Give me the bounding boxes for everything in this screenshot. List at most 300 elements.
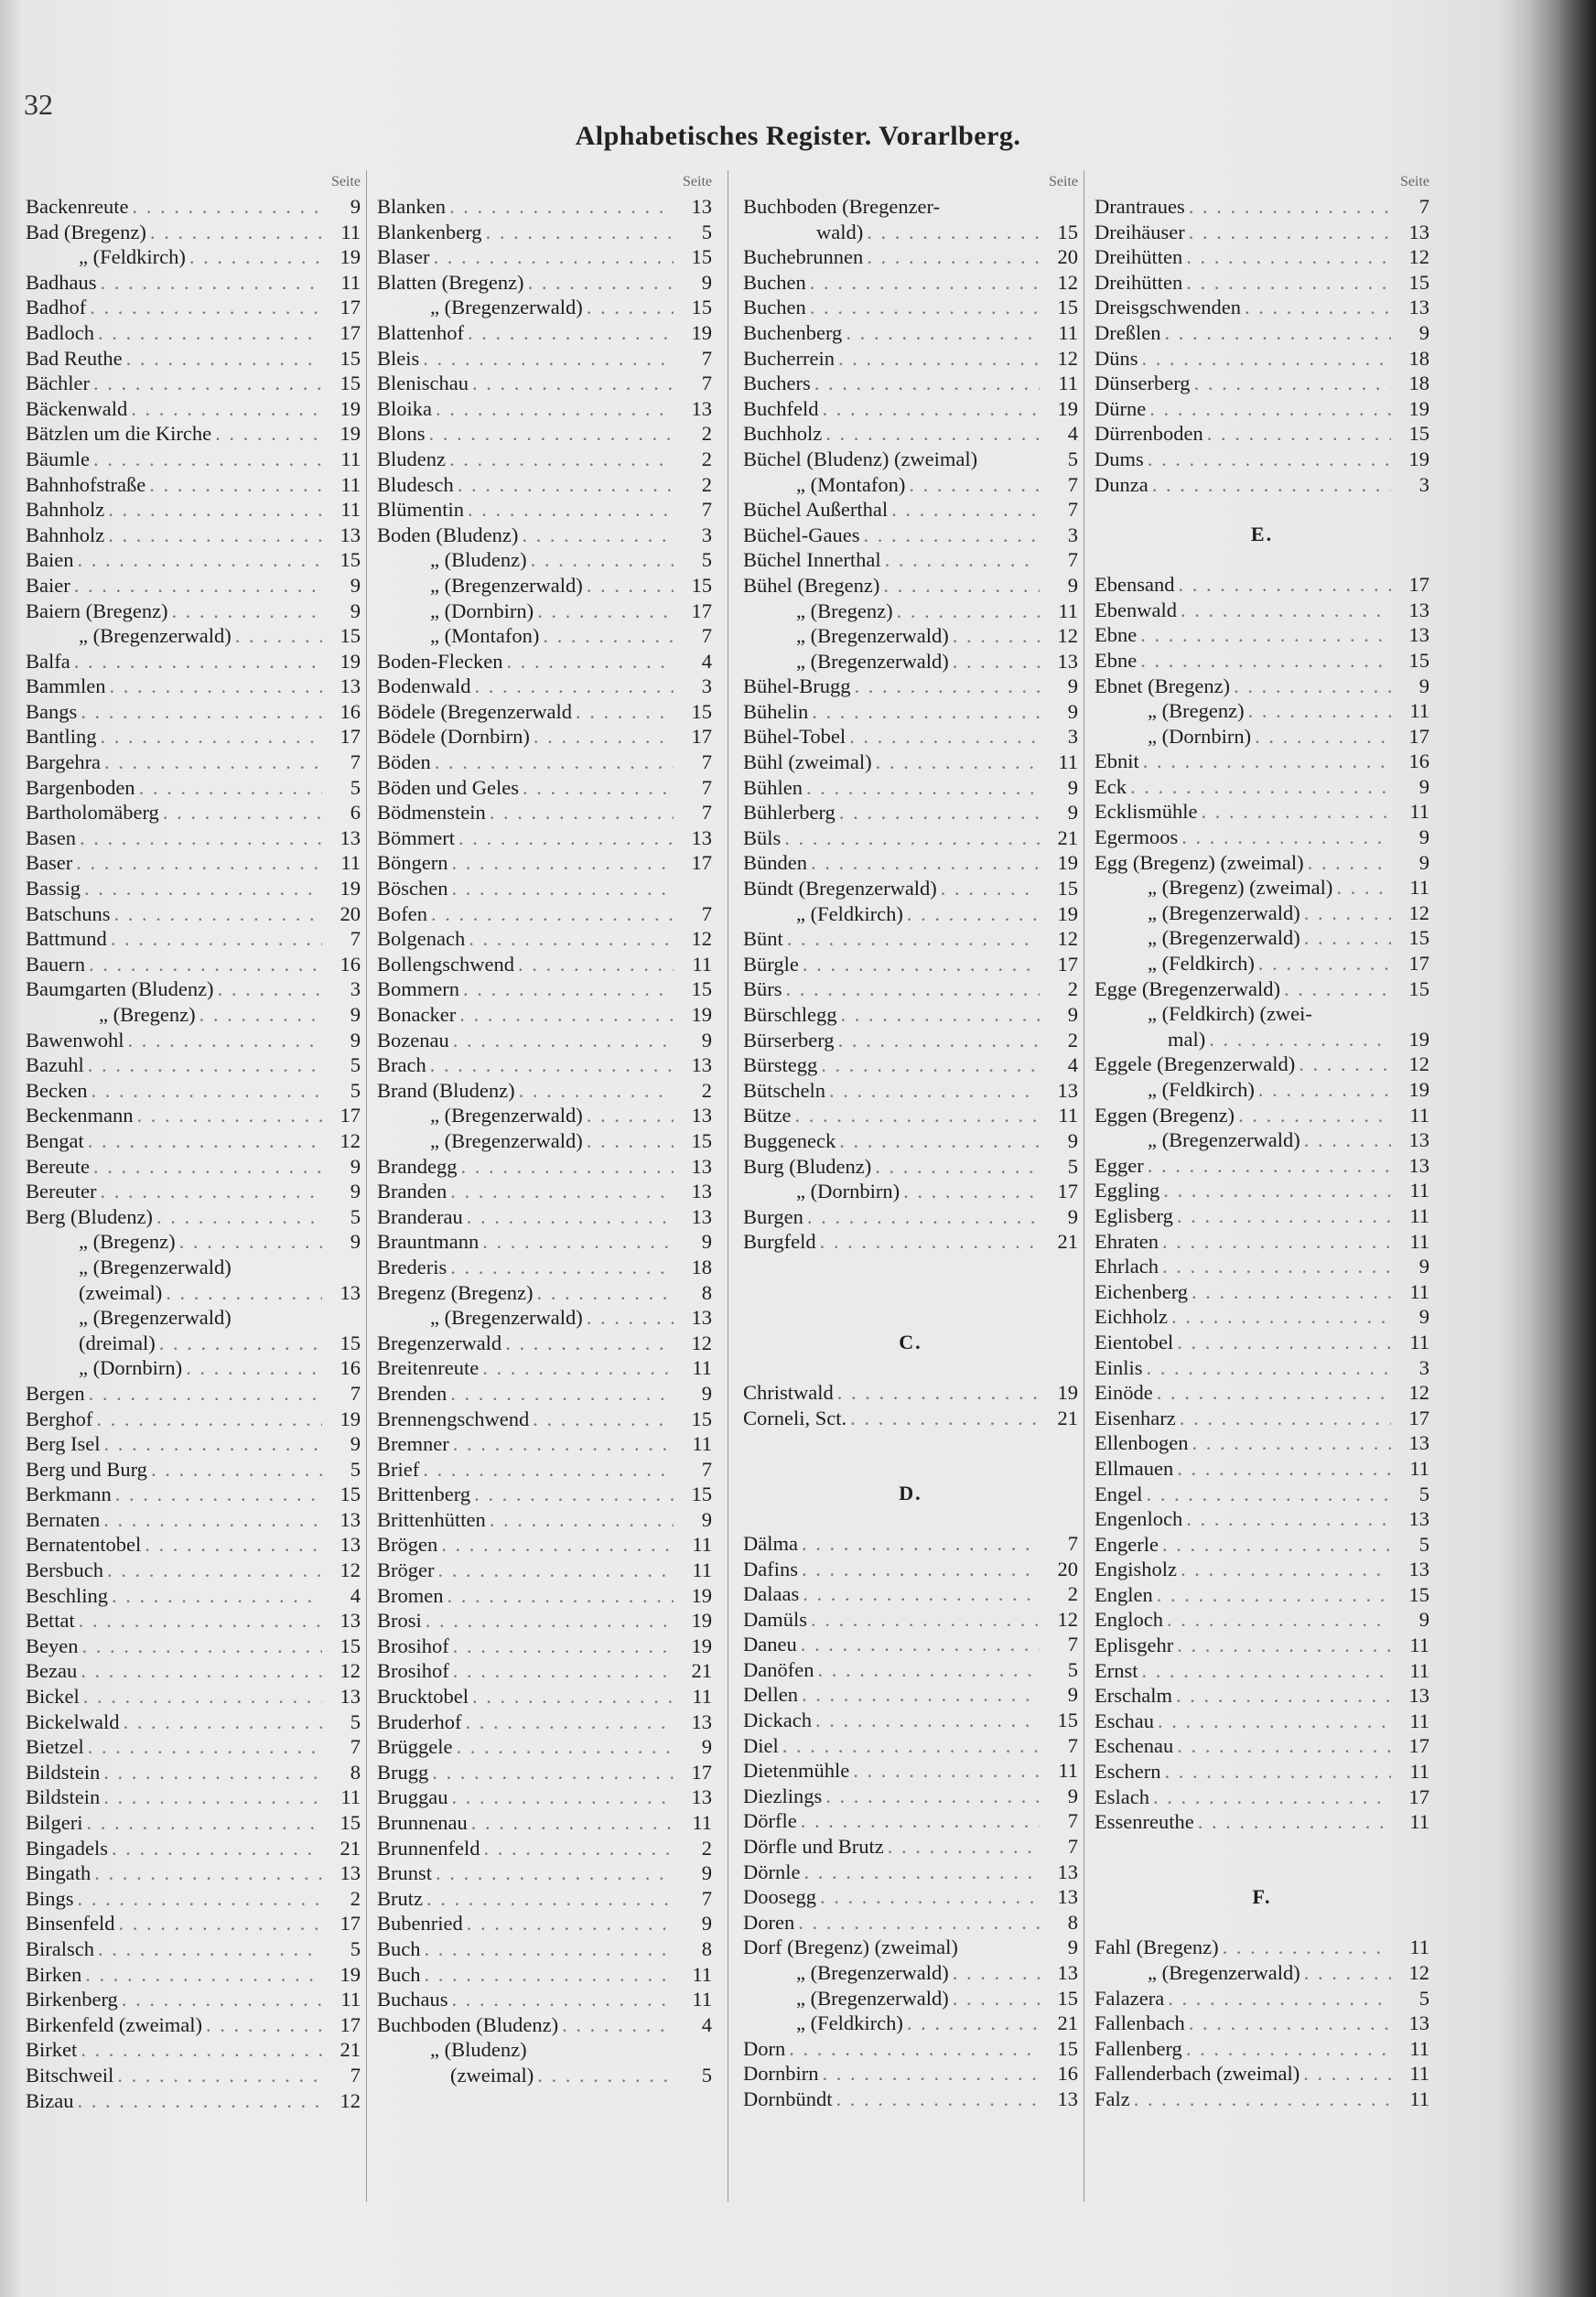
index-entry <box>26 2063 361 2088</box>
entry-page: 4 <box>1067 1053 1078 1077</box>
index-entry <box>1095 1960 1429 1986</box>
dot-leader <box>583 1128 674 1154</box>
index-entry <box>377 1154 712 1180</box>
entry-page: 7 <box>701 801 712 825</box>
index-entry <box>377 699 712 725</box>
index-entry <box>1095 194 1429 220</box>
dot-leader <box>449 1431 674 1457</box>
dot-leader <box>419 346 674 372</box>
dot-leader <box>1142 1482 1391 1507</box>
index-entry <box>377 244 712 270</box>
index-entry <box>1095 447 1429 472</box>
entry-page: 15 <box>691 1483 712 1506</box>
dot-leader <box>1182 1506 1391 1532</box>
entry-name: Bartholomäberg <box>26 801 159 825</box>
entry-name: Bazuhl <box>26 1053 84 1077</box>
entry-name: Buchenberg <box>743 320 843 344</box>
entry-page: 8 <box>1067 1910 1078 1934</box>
dot-leader <box>803 775 1040 801</box>
entry-page: 21 <box>691 1659 712 1683</box>
entry-name: Bezau <box>26 1659 78 1683</box>
dot-leader <box>1191 371 1391 396</box>
index-entry <box>1095 1482 1429 1507</box>
index-entry <box>743 1910 1078 1936</box>
index-entry <box>1095 1304 1429 1330</box>
entry-page: 19 <box>340 1407 361 1430</box>
index-entry <box>26 623 361 649</box>
index-entry <box>377 1355 712 1381</box>
entry-page: 13 <box>691 1306 712 1330</box>
entry-page: 9 <box>701 1381 712 1405</box>
entry-page: 15 <box>340 1634 361 1657</box>
index-entry <box>26 749 361 775</box>
entry-page: 9 <box>1067 1936 1078 1959</box>
entry-name: Buchfeld <box>743 396 819 420</box>
entry-page: 7 <box>701 624 712 648</box>
entry-name: Bröger <box>377 1558 435 1582</box>
entry-name: Dafins <box>743 1557 798 1580</box>
entry-name: Brittenberg <box>377 1483 471 1506</box>
entry-page: 19 <box>340 1962 361 1986</box>
dot-leader <box>1255 951 1391 976</box>
dot-leader <box>124 1028 322 1053</box>
entry-page: 2 <box>1067 977 1078 1001</box>
index-entry <box>1095 1683 1429 1709</box>
entry-page: 2 <box>1067 1028 1078 1051</box>
entry-name: Bad (Bregenz) <box>26 220 146 243</box>
entry-page: 13 <box>340 825 361 849</box>
index-entry <box>26 649 361 674</box>
entry-name: Eisenharz <box>1095 1406 1176 1429</box>
dot-leader <box>84 1052 322 1078</box>
index-entry <box>26 1204 361 1230</box>
entry-page: 17 <box>340 2012 361 2036</box>
entry-name: Eschau <box>1095 1709 1154 1732</box>
dot-leader <box>527 547 674 573</box>
index-entry <box>26 320 361 346</box>
entry-page: 15 <box>1057 1986 1078 2010</box>
entry-name: „ (Feldkirch) <box>1148 1078 1255 1101</box>
entry-page: 9 <box>1067 573 1078 597</box>
entry-name: (dreimal) <box>79 1331 156 1354</box>
index-entry <box>1095 1001 1429 1027</box>
index-entry <box>1095 1330 1429 1355</box>
dot-leader <box>85 1381 322 1407</box>
entry-name: „ (Feldkirch) <box>796 901 903 925</box>
entry-name: Dorn <box>743 2036 786 2060</box>
index-entry <box>26 396 361 422</box>
index-entry <box>743 1581 1078 1607</box>
entry-name: Brief <box>377 1457 420 1481</box>
dot-leader <box>84 1734 322 1760</box>
entry-name: Bangs <box>26 699 78 723</box>
index-entry <box>26 775 361 801</box>
dot-leader <box>1300 1960 1391 1986</box>
entry-page: 19 <box>1057 851 1078 875</box>
entry-page: 17 <box>1057 952 1078 976</box>
entry-page: 7 <box>1067 1733 1078 1757</box>
entry-name: Falazera <box>1095 1986 1165 2010</box>
page-title: Alphabetisches Register. Vorarlberg. <box>575 121 1021 151</box>
index-entry <box>26 472 361 498</box>
entry-page: 13 <box>1408 598 1429 621</box>
dot-leader <box>863 220 1040 245</box>
entry-name: Dörfle und Brutz <box>743 1835 884 1859</box>
entry-page: 18 <box>1408 372 1429 395</box>
index-entry <box>743 825 1078 851</box>
entry-name: Bahnholz <box>26 498 105 522</box>
index-entry <box>377 1305 712 1331</box>
index-entry <box>26 976 361 1002</box>
entry-name: Brauntmann <box>377 1230 480 1254</box>
entry-page: 17 <box>691 725 712 749</box>
entry-name: Baser <box>26 851 73 875</box>
index-entry <box>1095 951 1429 976</box>
dot-leader <box>1241 295 1391 320</box>
entry-name: Brucktobel <box>377 1685 469 1709</box>
dot-leader <box>1332 875 1391 900</box>
entry-page: 11 <box>692 1685 712 1709</box>
entry-page: 16 <box>1057 2062 1078 2086</box>
section-letter-e: E. <box>1250 523 1274 546</box>
entry-page: 13 <box>1408 1684 1429 1708</box>
index-entry <box>26 1052 361 1078</box>
entry-page: 11 <box>1409 1203 1429 1227</box>
dot-leader <box>97 270 323 296</box>
entry-page: 4 <box>701 2012 712 2036</box>
dot-leader <box>1138 346 1391 372</box>
dot-leader <box>70 649 322 674</box>
entry-name: Ebne <box>1095 623 1138 647</box>
dot-leader <box>949 1960 1040 1986</box>
entry-list <box>377 194 712 2088</box>
entry-name: Eichholz <box>1095 1305 1168 1329</box>
entry-name: Brach <box>377 1053 426 1077</box>
index-entry <box>1095 1229 1429 1255</box>
entry-name: Buchers <box>743 372 811 395</box>
entry-name: „ (Feldkirch) <box>1148 952 1255 976</box>
entry-page: 11 <box>340 1785 361 1809</box>
entry-name: Brittenhütten <box>377 1507 486 1531</box>
dot-leader <box>1185 2011 1391 2036</box>
dot-leader <box>455 825 674 851</box>
index-entry <box>743 2011 1078 2036</box>
dot-leader <box>90 447 322 472</box>
entry-name: Essenreuthe <box>1095 1810 1194 1834</box>
index-entry <box>743 1607 1078 1633</box>
index-entry <box>377 800 712 825</box>
entry-page: 19 <box>691 1003 712 1026</box>
entry-page: 9 <box>350 1154 361 1178</box>
entry-name: Bawenwohl <box>26 1028 124 1051</box>
dot-leader <box>123 346 322 372</box>
entry-page: 13 <box>691 1180 712 1203</box>
entry-name: Baumgarten (Bludenz) <box>26 977 214 1001</box>
index-entry <box>1095 1127 1429 1153</box>
entry-page: 9 <box>350 573 361 597</box>
entry-name: Berg (Bludenz) <box>26 1204 153 1228</box>
entry-page: 11 <box>1409 1330 1429 1353</box>
entry-page: 5 <box>350 1936 361 1960</box>
entry-name: Backenreute <box>26 195 129 218</box>
index-entry <box>26 1229 361 1255</box>
entry-name: Dunza <box>1095 472 1148 496</box>
dot-leader <box>1154 1709 1391 1734</box>
dot-leader <box>583 295 674 320</box>
index-entry <box>1095 1633 1429 1658</box>
entry-page: 19 <box>1408 447 1429 470</box>
index-entry <box>26 1608 361 1634</box>
index-entry <box>743 2087 1078 2112</box>
dot-leader <box>434 1558 674 1583</box>
entry-name: Branderau <box>377 1204 463 1228</box>
entry-page: 21 <box>1057 825 1078 849</box>
index-entry <box>743 1052 1078 1078</box>
dot-leader <box>486 1507 674 1533</box>
index-entry <box>743 472 1078 498</box>
dot-leader <box>1299 2061 1391 2087</box>
entry-name: Ebne <box>1095 648 1138 672</box>
entry-page: 8 <box>701 1936 712 1960</box>
entry-name: Eglisberg <box>1095 1203 1173 1227</box>
entry-page: 15 <box>691 699 712 723</box>
entry-name: Bregenzerwald <box>377 1331 502 1354</box>
index-entry <box>377 623 712 649</box>
index-entry <box>377 1532 712 1558</box>
entry-name: Bereuter <box>26 1180 97 1203</box>
entry-page: 11 <box>1409 699 1429 723</box>
dot-leader <box>806 295 1040 320</box>
entry-page: 5 <box>701 548 712 572</box>
index-entry <box>26 901 361 927</box>
entry-name: (zweimal) <box>79 1280 163 1304</box>
entry-page: 11 <box>1058 320 1078 344</box>
entry-page: 21 <box>1057 1406 1078 1429</box>
index-entry <box>1095 1733 1429 1759</box>
index-entry <box>743 1154 1078 1180</box>
entry-name: Einlis <box>1095 1355 1143 1379</box>
dot-leader <box>835 346 1040 372</box>
entry-name: Brüggele <box>377 1735 453 1759</box>
entry-page: 3 <box>350 977 361 1001</box>
dot-leader <box>211 421 322 447</box>
entry-name: Buchebrunnen <box>743 245 864 269</box>
entry-name: Binsenfeld <box>26 1912 115 1936</box>
index-entry <box>26 244 361 270</box>
dot-leader <box>128 194 322 220</box>
dot-leader <box>1164 1986 1391 2011</box>
index-entry <box>743 1632 1078 1657</box>
dot-leader <box>146 472 322 498</box>
index-entry <box>26 1936 361 1962</box>
index-column-2 <box>377 170 712 2275</box>
entry-name: Buggeneck <box>743 1128 836 1152</box>
entry-page: 3 <box>701 523 712 546</box>
dot-leader <box>1295 1051 1391 1077</box>
dot-leader <box>583 1305 674 1331</box>
entry-name: Burg (Bludenz) <box>743 1154 872 1178</box>
entry-page: 19 <box>1057 901 1078 925</box>
entry-page: 2 <box>1067 1582 1078 1606</box>
dot-leader <box>1159 1532 1391 1558</box>
index-entry <box>377 1255 712 1280</box>
entry-name: Doosegg <box>743 1885 816 1909</box>
index-entry <box>26 547 361 573</box>
entry-page: 11 <box>1409 1658 1429 1682</box>
entry-name: Bächler <box>26 372 90 395</box>
dot-leader <box>77 699 322 725</box>
entry-page: 12 <box>691 1331 712 1354</box>
entry-name: „ (Bregenzerwald) <box>796 649 949 673</box>
entry-page: 11 <box>692 1558 712 1582</box>
entry-name: Buchboden (Bludenz) <box>377 2012 559 2036</box>
index-entry <box>26 699 361 725</box>
index-entry <box>377 1810 712 1836</box>
index-entry <box>743 295 1078 320</box>
entry-page: 7 <box>701 1457 712 1481</box>
dot-leader <box>70 573 322 599</box>
entry-list <box>743 194 1078 1255</box>
index-entry <box>1095 825 1429 850</box>
entry-name: Dietenmühle <box>743 1759 850 1783</box>
dot-leader <box>797 1808 1040 1834</box>
dot-leader <box>806 270 1040 296</box>
dot-leader <box>1173 1203 1391 1229</box>
dot-leader <box>834 1380 1040 1406</box>
entry-name: Bergen <box>26 1381 85 1405</box>
dot-leader <box>529 1407 674 1432</box>
entry-name: Beyen <box>26 1634 79 1657</box>
dot-leader <box>1300 1127 1391 1153</box>
entry-page: 7 <box>350 927 361 951</box>
entry-name: Dürne <box>1095 396 1147 420</box>
entry-page: 3 <box>1067 725 1078 749</box>
index-entry <box>1095 1986 1429 2011</box>
index-entry <box>26 1658 361 1684</box>
dot-leader <box>846 724 1040 749</box>
index-entry <box>377 447 712 472</box>
dot-leader <box>905 472 1040 498</box>
entry-name: Birket <box>26 2038 78 2062</box>
entry-page: 15 <box>1057 1709 1078 1732</box>
dot-leader <box>447 1179 674 1204</box>
entry-name: Dürrenboden <box>1095 422 1203 446</box>
entry-page: 9 <box>1418 850 1429 874</box>
index-entry <box>1095 472 1429 498</box>
dot-leader <box>448 1785 674 1810</box>
entry-page: 12 <box>1057 270 1078 294</box>
entry-page: 18 <box>691 1255 712 1278</box>
index-entry <box>1095 270 1429 296</box>
entry-name: Brandegg <box>377 1154 458 1178</box>
entry-page: 3 <box>1067 523 1078 546</box>
entry-page: 5 <box>1067 447 1078 470</box>
entry-name: „ (Bludenz) <box>430 548 527 572</box>
index-entry <box>377 599 712 624</box>
index-entry <box>743 1028 1078 1053</box>
dot-leader <box>807 1607 1040 1633</box>
index-entry <box>1095 622 1429 648</box>
entry-page: 16 <box>340 1356 361 1380</box>
index-entry <box>743 523 1078 548</box>
dot-leader <box>524 270 674 296</box>
dot-leader <box>530 724 674 749</box>
dot-leader <box>86 295 322 320</box>
entry-name: Brosihof <box>377 1634 449 1657</box>
entry-page: 13 <box>1408 623 1429 647</box>
entry-name: Egermoos <box>1095 825 1179 849</box>
index-entry <box>377 1381 712 1407</box>
entry-name: Bömmert <box>377 825 455 849</box>
entry-page: 11 <box>692 1432 712 1456</box>
entry-name: Berg Isel <box>26 1432 101 1456</box>
index-entry <box>26 573 361 599</box>
entry-page: 13 <box>691 1104 712 1127</box>
entry-name: Beckenmann <box>26 1104 134 1127</box>
entry-name: Bludesch <box>377 472 454 496</box>
entry-name: Dreihäuser <box>1095 220 1185 243</box>
entry-page: 16 <box>1408 749 1429 773</box>
entry-name: Bommern <box>377 977 459 1001</box>
entry-page: 9 <box>701 270 712 294</box>
entry-page: 15 <box>1057 220 1078 243</box>
entry-page: 17 <box>340 725 361 749</box>
dot-leader <box>1188 1279 1391 1305</box>
entry-name: Beschling <box>26 1583 108 1607</box>
entry-name: Einöde <box>1095 1381 1153 1405</box>
entry-name: Ehraten <box>1095 1229 1159 1253</box>
entry-page: 7 <box>701 1886 712 1910</box>
index-entry <box>743 2036 1078 2062</box>
entry-page: 9 <box>1067 1784 1078 1807</box>
entry-name: „ (Bregenz) <box>796 599 893 622</box>
index-entry <box>377 926 712 952</box>
dot-leader <box>1177 1557 1391 1582</box>
index-entry <box>377 1886 712 1912</box>
index-entry <box>26 1860 361 1886</box>
entry-name: Bietzel <box>26 1735 84 1759</box>
index-entry <box>743 1078 1078 1104</box>
section-letter-d: D. <box>899 1481 922 1504</box>
entry-page: 17 <box>1057 1180 1078 1203</box>
entry-name: Brand (Bludenz) <box>377 1078 515 1102</box>
index-entry <box>26 1836 361 1861</box>
entry-name: Falz <box>1095 2087 1130 2110</box>
index-entry <box>26 1457 361 1483</box>
entry-page: 13 <box>1057 1860 1078 1883</box>
index-entry <box>377 825 712 851</box>
entry-name: Dreisgschwenden <box>1095 296 1241 319</box>
dot-leader <box>779 1733 1040 1759</box>
dot-leader <box>94 1936 322 1962</box>
dot-leader <box>74 1886 322 1912</box>
entry-page: 15 <box>340 1483 361 1506</box>
index-entry <box>26 926 361 952</box>
entry-page: 20 <box>1057 245 1078 269</box>
entry-page: 11 <box>1409 2036 1429 2060</box>
index-entry <box>1095 1406 1429 1431</box>
entry-page: 17 <box>1408 1785 1429 1808</box>
dot-leader <box>514 952 674 977</box>
entry-page: 7 <box>350 1735 361 1759</box>
entry-page: 11 <box>1058 750 1078 774</box>
entry-page: 9 <box>1067 1683 1078 1707</box>
entry-name: Boden (Bludenz) <box>377 523 519 546</box>
dot-leader <box>1159 1178 1391 1203</box>
entry-name: Bühel-Tobel <box>743 725 847 749</box>
index-entry <box>26 850 361 876</box>
index-entry <box>26 1634 361 1659</box>
